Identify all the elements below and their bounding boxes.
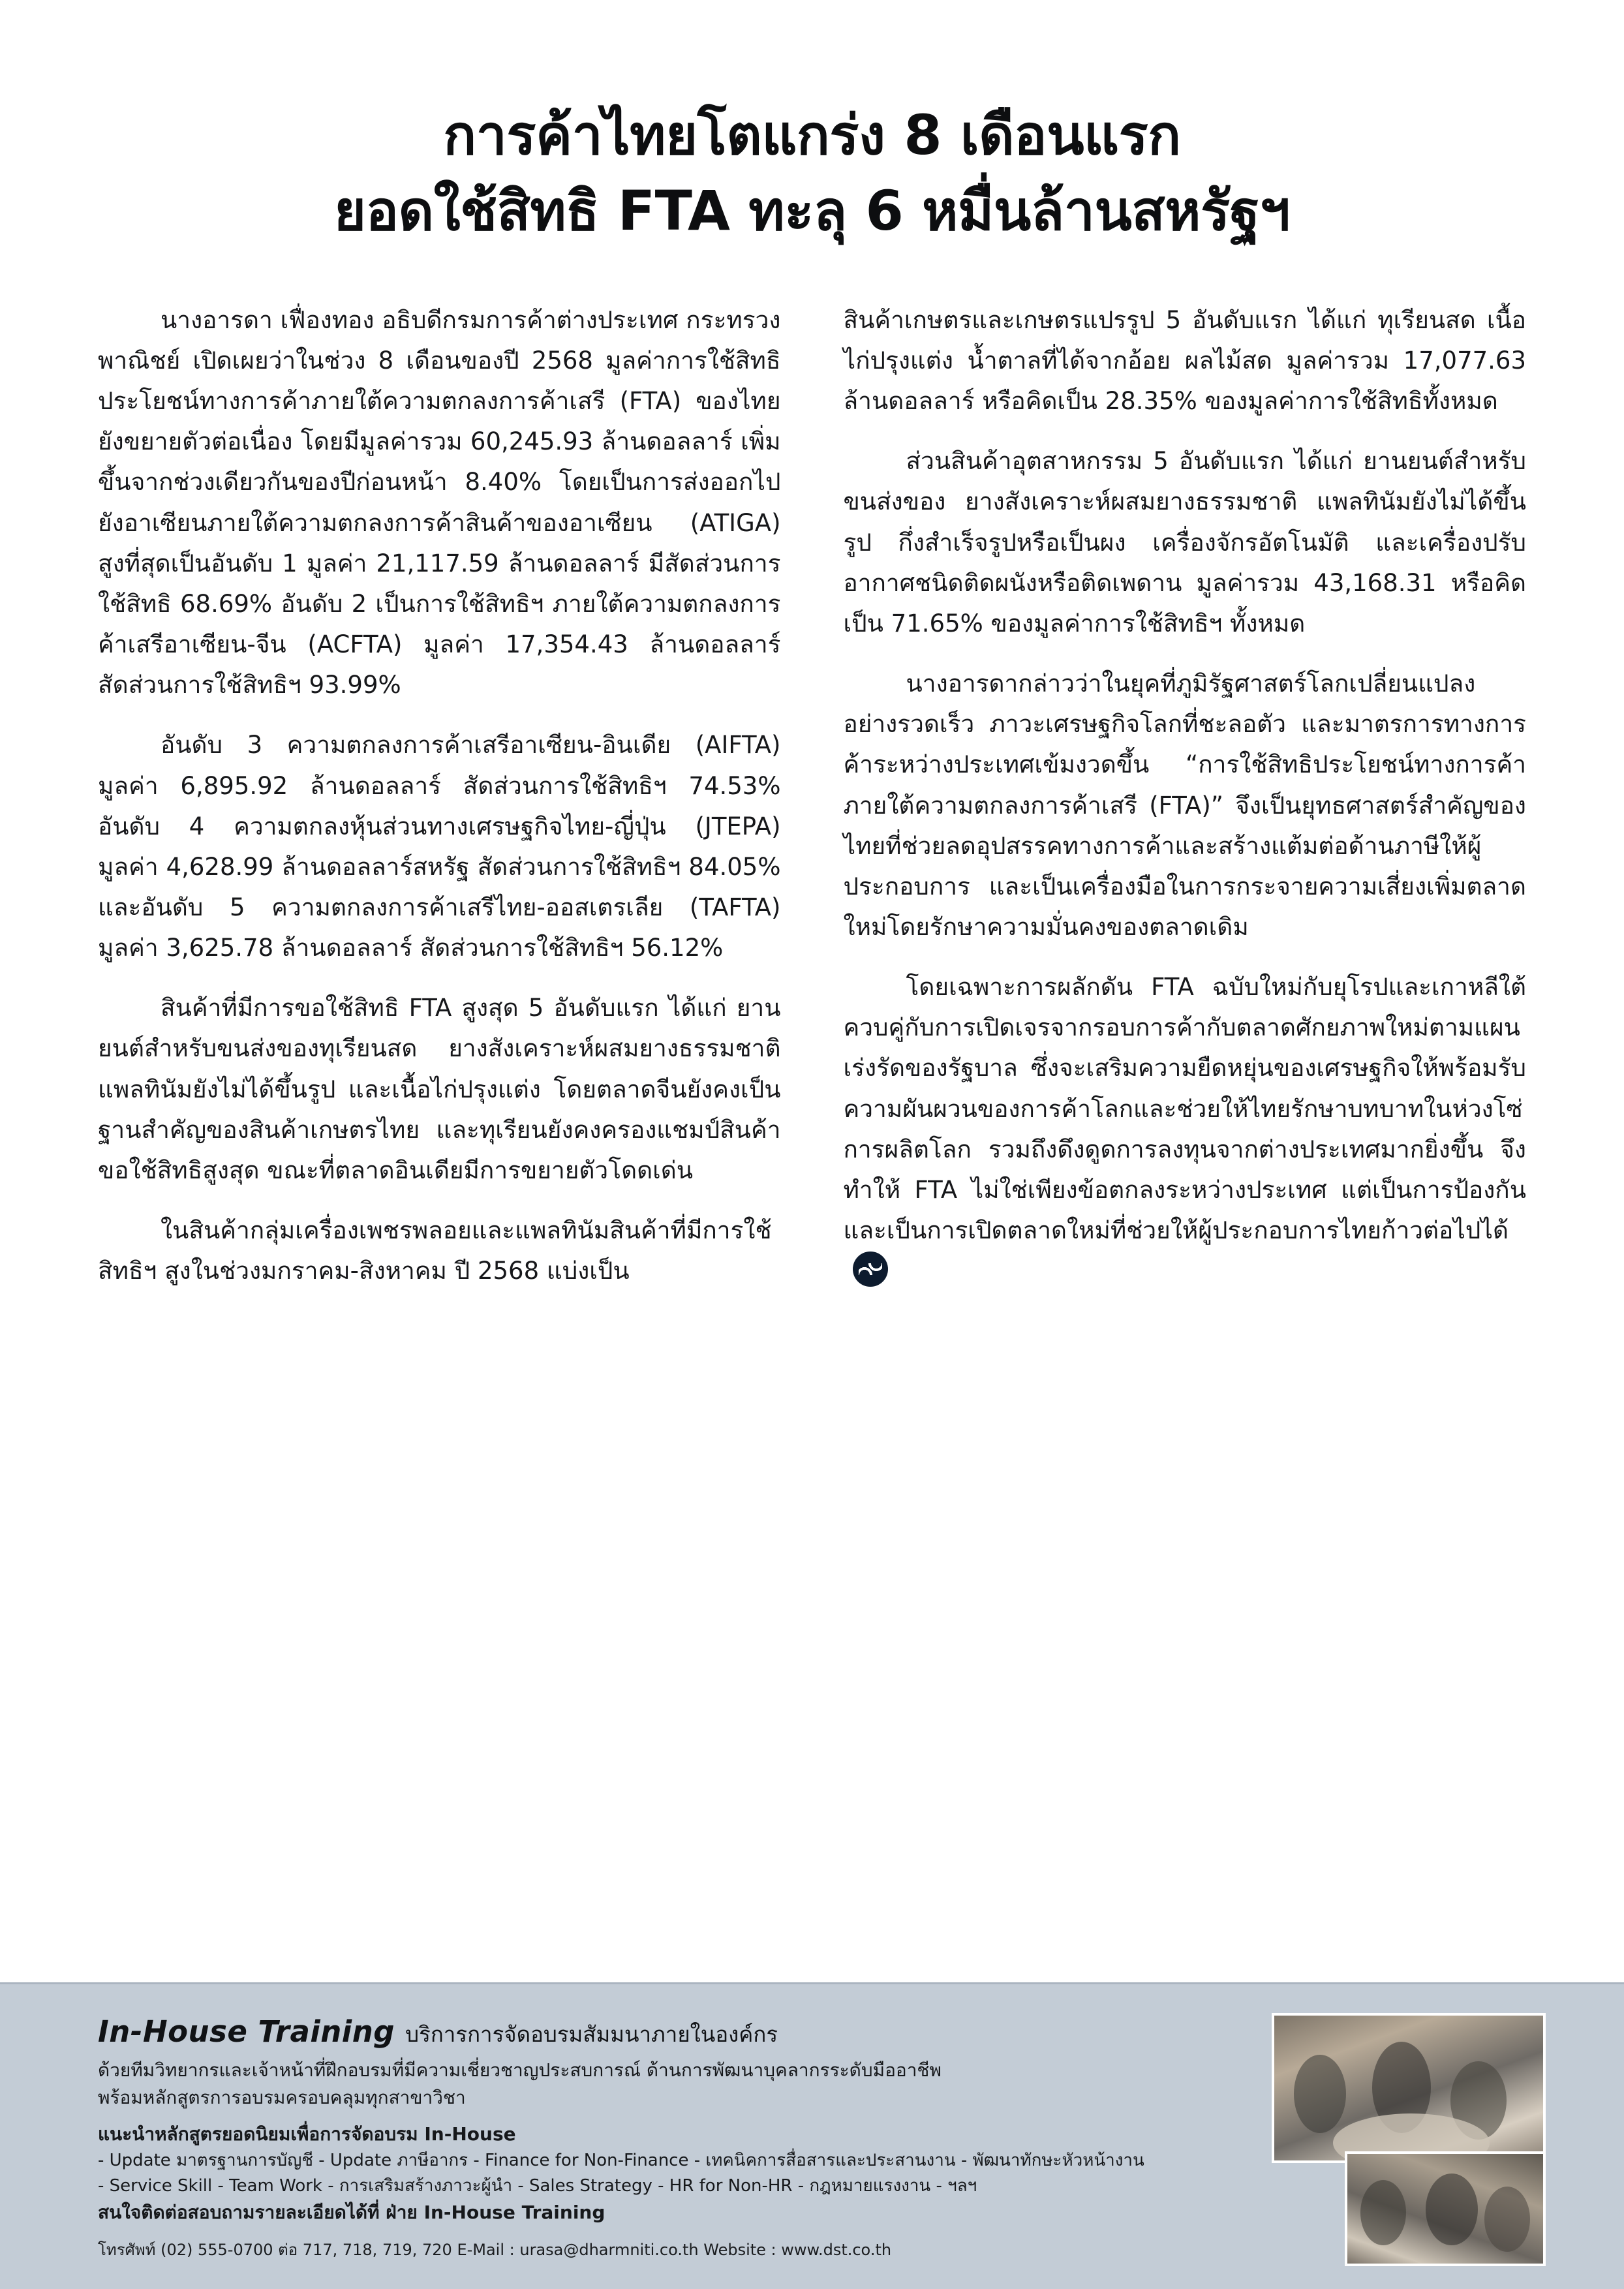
ad-photo-classroom-bottom [1345,2151,1546,2266]
ad-photo-group [1272,2013,1546,2267]
ad-title-main: In-House Training [98,2014,395,2049]
paragraph: นางอารดา เฟื่องทอง อธิบดีกรมการค้าต่างประเทศ กระทรวงพาณิชย์ เปิดเผยว่าในช่วง 8 เดือนของปี 2568 มูลค่าการใช้สิทธิประโยชน์ทางการค้าภายใต้ความตกลงการค้าเสรี (FTA) ของไทยยังขยายตัวต่อเนื่อง โดยมีมูลค่ารวม 60,245.93 ล้านดอลลาร์ เพิ่มขึ้นจากช่วงเดียวกันของปีก่อนหน้า 8.40% โดยเป็นการส่งออกไปยังอาเซียนภายใต้ความตกลงการค้าสินค้าของอาเซียน (ATIGA) สูงที่สุดเป็นอันดับ 1 มูลค่า 21,117.59 ล้านดอลลาร์ มีสัดส่วนการใช้สิทธิ 68.69% อันดับ 2 เป็นการใช้สิทธิฯ ภายใต้ความตกลงการค้าเสรีอาเซียน-จีน (ACFTA) มูลค่า 17,354.43 ล้านดอลลาร์ สัดส่วนการใช้สิทธิฯ 93.99% [98,305,781,699]
page-title [98,98,1526,249]
paragraph-text: โดยเฉพาะการผลักดัน FTA ฉบับใหม่กับยุโรปและเกาหลีใต้ ควบคู่กับการเปิดเจรจากรอบการค้ากับตลาดศักยภาพใหม่ตามแผนเร่งรัดของรัฐบาล ซึ่งจะเสริมความยืดหยุ่นของเศรษฐกิจให้พร้อมรับความผันผวนของการค้าโลกและช่วยให้ไทยรักษาบทบาทในห่วงโซ่การผลิตโลก รวมถึงดึงดูดการลงทุนจากต่างประเทศมากยิ่งขึ้น จึงทำให้ FTA ไม่ใช่เพียงข้อตกลงระหว่างประเทศ แต่เป็นการป้องกันและเป็นการเปิดตลาดใหม่ที่ช่วยให้ผู้ประกอบการไทยก้าวต่อไปได้ [843,973,1526,1245]
paragraph: ส่วนสินค้าอุตสาหกรรม 5 อันดับแรก ได้แก่ ยานยนต์สำหรับขนส่งของ ยางสังเคราะห์ผสมยางธรรมชาติ แพลทินัมยังไม่ได้ขึ้นรูป กึ่งสำเร็จรูปหรือเป็นผง เครื่องจักรอัตโนมัติ และเครื่องปรับอากาศชนิดติดผนังหรือติดเพดาน มูลค่ารวม 43,168.31 หรือคิดเป็น 71.65% ของมูลค่าการใช้สิทธิฯ ทั้งหมด [843,447,1526,638]
paragraph-last [844,967,1527,1291]
ad-photo-classroom-top [1272,2013,1546,2163]
ad-course-line-1: - Update มาตรฐานการบัญชี - Update ภาษีอากร - Finance for Non-Finance - เทคนิคการสื่อสารและประสานงาน - พัฒนาทักษะหัวหน้างาน [98,2151,1144,2170]
article-columns [98,300,1526,1292]
ad-course-line-2: - Service Skill - Team Work - การเสริมสร้างภาวะผู้นำ - Sales Strategy - HR for Non-HR - กฎหมายแรงงาน - ฯลฯ [98,2176,977,2196]
paragraph: ในสินค้ากลุ่มเครื่องเพชรพลอยและแพลทินัมสินค้าที่มีการใช้สิทธิฯ สูงในช่วงมกราคม-สิงหาคม ปี 2568 แบ่งเป็น [98,1216,772,1285]
ad-recommend-heading: แนะนำหลักสูตรยอดนิยมเพื่อการจัดอบรม In-House [98,2123,516,2145]
paragraph: สินค้าเกษตรและเกษตรแปรรูป 5 อันดับแรก ได้แก่ ทุเรียนสด เนื้อไก่ปรุงแต่ง น้ำตาลที่ได้จากอ้อย ผลไม้สด มูลค่ารวม 17,077.63 ล้านดอลลาร์ หรือคิดเป็น 28.35% ของมูลค่าการใช้สิทธิทั้งหมด [843,305,1526,416]
ad-contact-line[interactable]: โทรศัพท์ (02) 555-0700 ต่อ 717, 718, 719, 720 E-Mail : urasa@dharmniti.co.th Website : www.dst.co.th [98,2241,892,2259]
right-column [844,300,1527,1292]
ad-title-sub: บริการการจัดอบรมสัมมนาภายในองค์กร [405,2021,778,2047]
ad-description-line-2: พร้อมหลักสูตรการอบรมครอบคลุมทุกสาขาวิชา [98,2087,466,2108]
footer-advertisement [0,1982,1624,2289]
ad-description-line-1: ด้วยทีมวิทยากรและเจ้าหน้าที่ฝึกอบรมที่มีความเชี่ยวชาญประสบการณ์ ด้านการพัฒนาบุคลากรระดับมืออาชีพ [98,2059,942,2081]
ad-contact-heading: สนใจติดต่อสอบถามรายละเอียดได้ที่ ฝ่าย In-House Training [98,2202,605,2223]
left-column [98,300,781,1292]
headline-line-2: ยอดใช้สิทธิ FTA ทะลุ 6 หมื่นล้านสหรัฐฯ [333,178,1291,243]
paragraph: สินค้าที่มีการขอใช้สิทธิ FTA สูงสุด 5 อันดับแรก ได้แก่ ยานยนต์สำหรับขนส่งของทุเรียนสด ยางสังเคราะห์ผสมยางธรรมชาติ แพลทินัมยังไม่ได้ขึ้นรูป และเนื้อไก่ปรุงแต่ง โดยตลาดจีนยังคงเป็นฐานสำคัญของสินค้าเกษตรไทย และทุเรียนยังคงครองแชมป์สินค้าขอใช้สิทธิสูงสุด ขณะที่ตลาดอินเดียมีการขยายตัวโดดเด่น [98,994,781,1184]
paragraph: นางอารดากล่าวว่าในยุคที่ภูมิรัฐศาสตร์โลกเปลี่ยนแปลงอย่างรวดเร็ว ภาวะเศรษฐกิจโลกที่ชะลอตัว และมาตรการทางการค้าระหว่างประเทศเข้มงวดขึ้น “การใช้สิทธิประโยชน์ทางการค้าภายใต้ความตกลงการค้าเสรี (FTA)” จึงเป็นยุทธศาสตร์สำคัญของไทยที่ช่วยลดอุปสรรคทางการค้าและสร้างแต้มต่อด้านภาษีให้ผู้ประกอบการ และเป็นเครื่องมือในการกระจายความเสี่ยงเพิ่มตลาดใหม่โดยรักษาความมั่นคงของตลาดเดิม [843,669,1526,941]
end-mark-icon [853,1252,888,1287]
headline-line-1: การค้าไทยโตแกร่ง 8 เดือนแรก [443,103,1181,167]
paragraph: อันดับ 3 ความตกลงการค้าเสรีอาเซียน-อินเดีย (AIFTA) มูลค่า 6,895.92 ล้านดอลลาร์ สัดส่วนการใช้สิทธิฯ 74.53% อันดับ 4 ความตกลงหุ้นส่วนทางเศรษฐกิจไทย-ญี่ปุ่น (JTEPA) มูลค่า 4,628.99 ล้านดอลลาร์สหรัฐ สัดส่วนการใช้สิทธิฯ 84.05% และอันดับ 5 ความตกลงการค้าเสรีไทย-ออสเตรเลีย (TAFTA) มูลค่า 3,625.78 ล้านดอลลาร์ สัดส่วนการใช้สิทธิฯ 56.12% [98,731,781,962]
